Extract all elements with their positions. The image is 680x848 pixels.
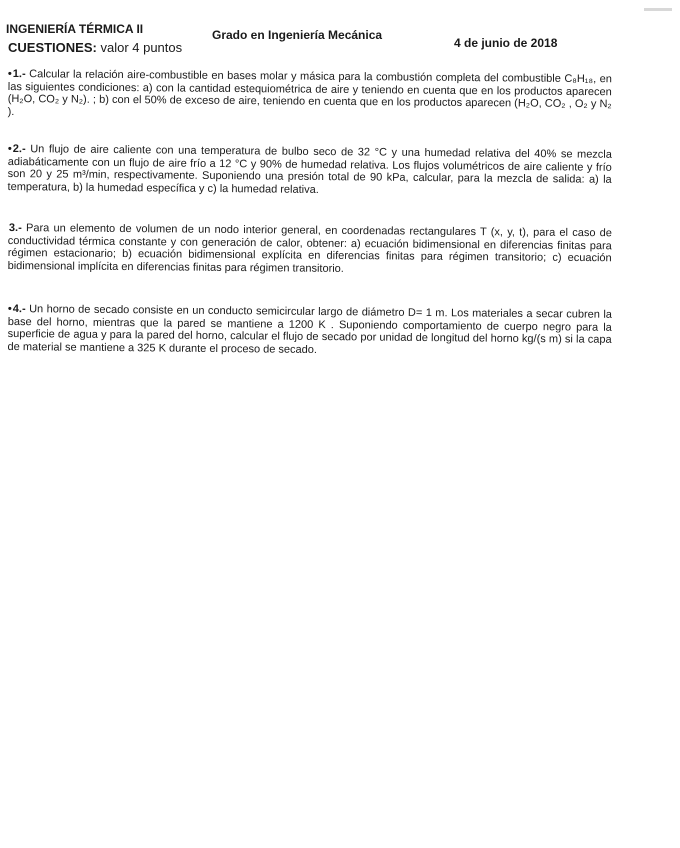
section-title: CUESTIONES: xyxy=(8,40,97,55)
question-3 xyxy=(8,222,612,278)
question-text: Un horno de secado consiste en un conducto semicircular largo de diámetro D= 1 m. Los materiales a secar cubren la base del horno, mientras que la pared se mantiene a 1200 K . Suponiendo comportamiento de cuerpo negro para la superficie de agua y para la pared del horno, calcular el flujo de secado por unidad de longitud del horno kg/(s m) si la capa de material se mantiene a 325 K durante el proceso de secado. xyxy=(7,303,612,356)
question-bullet: • xyxy=(7,68,12,81)
section-heading xyxy=(8,40,182,55)
exam-date: 4 de junio de 2018 xyxy=(454,36,558,50)
question-bullet: • xyxy=(7,143,12,156)
question-text: Un flujo de aire caliente con una temperatura de bulbo seco de 32 °C y una humedad relativa del 40% se mezcla adiabáticamente con un flujo de aire frío a 12 °C y 90% de humedad relativa. Los flujos volumétricos de aire caliente y frío son 20 y 25 m³/min, respectivamente. Suponiendo una presión total de 90 kPa, calcular, para la mezcla de salida: a) la temperatura, b) la humedad específica y c) la humedad relativa. xyxy=(7,143,612,196)
question-1 xyxy=(8,68,612,124)
question-number: 1.- xyxy=(12,68,26,81)
scan-artifact xyxy=(644,8,672,11)
section-value: valor 4 puntos xyxy=(100,40,183,55)
question-number: 4.- xyxy=(12,303,26,316)
question-4 xyxy=(8,303,612,359)
degree-title: Grado en Ingeniería Mecánica xyxy=(212,28,383,42)
question-bullet: • xyxy=(7,303,12,316)
question-number: 3.- xyxy=(8,222,22,235)
course-title: INGENIERÍA TÉRMICA II xyxy=(6,22,144,36)
question-text: Para un elemento de volumen de un nodo interior general, en coordenadas rectangulares T (x, y, t), para el caso de conductividad térmica constante y con generación de calor, obtener: a) ecuación bidimensional en diferencias finitas para régimen estacionario; b) ecuación bidimensional explícita en diferencias finitas para régimen transitorio; c) ecuación bidimensional implícita en diferencias finitas para régimen transitorio. xyxy=(7,222,612,275)
question-number: 2.- xyxy=(12,143,26,156)
question-text: Calcular la relación aire-combustible en bases molar y másica para la combustión completa del combustible C₈H₁₈, en las siguientes condiciones: a) con la cantidad estequiométrica de aire y teniendo en cuenta que en los productos aparecen (H₂O, CO₂ y N₂). ; b) con el 50% de exceso de aire, teniendo en cuenta que en los productos aparecen (H₂O, CO₂ , O₂ y N₂ ). xyxy=(7,68,612,118)
question-2 xyxy=(8,143,612,199)
